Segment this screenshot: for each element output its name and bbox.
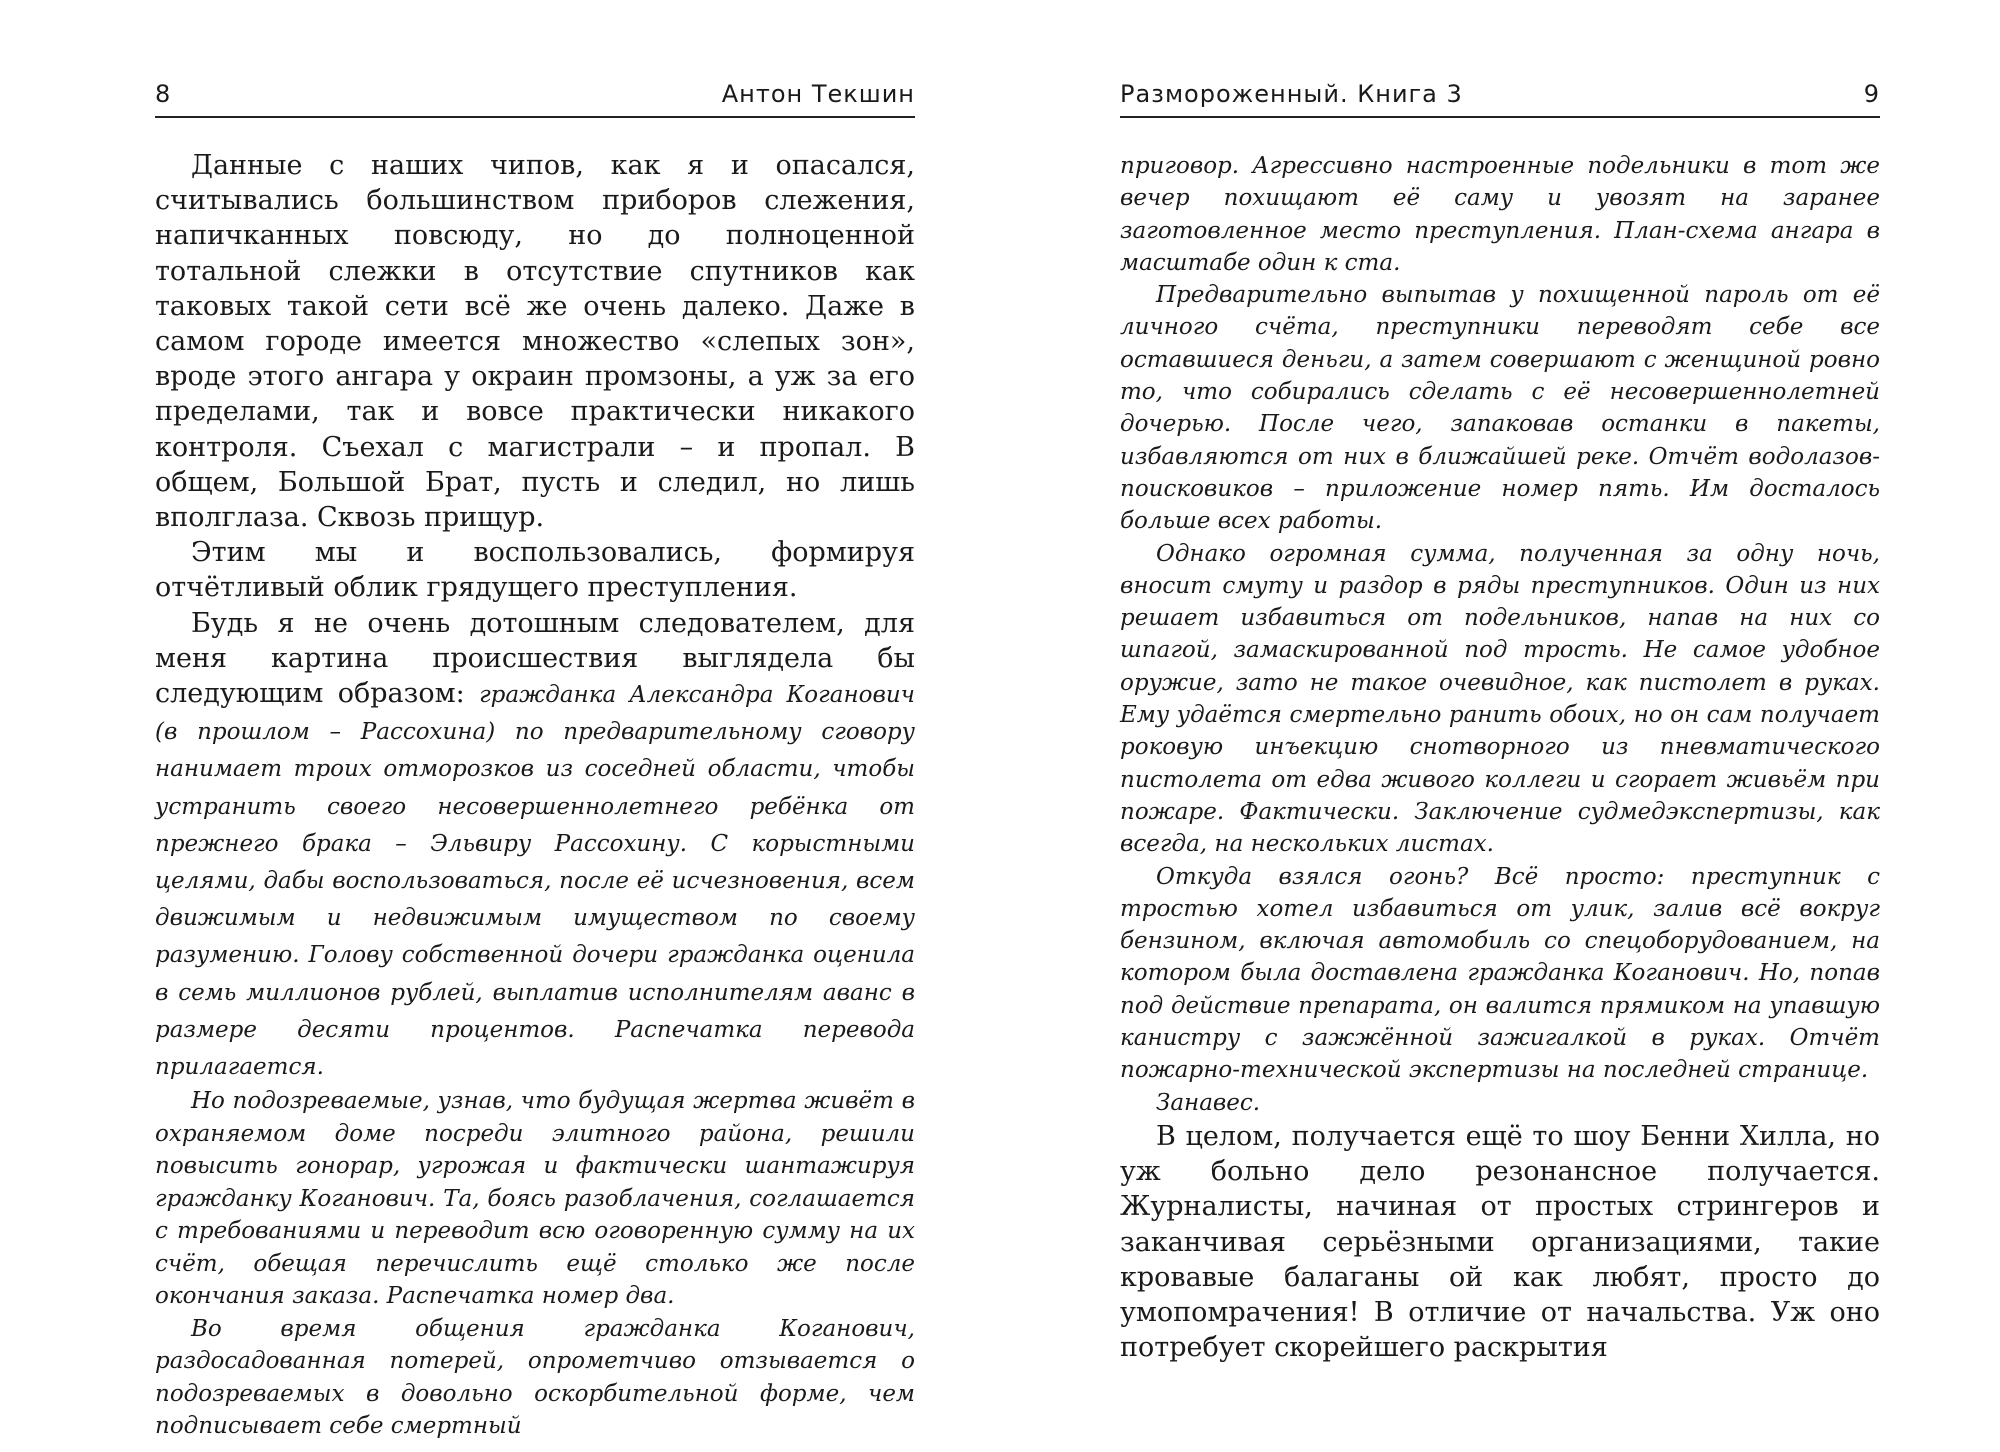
paragraph: В целом, получается ещё то шоу Бенни Хилла, но уж больно дело резонансное получается. Журналисты, начиная от простых стрингеров и заканчивая серьёзными организациями, такие кровавые балаганы ой как любят, просто до умопомрачения! В отличие от начальства. Уж оно потребует скорейшего раскрытия <box>1120 1120 1880 1364</box>
paragraph: Однако огромная сумма, полученная за одну ночь, вносит смуту и раздор в ряды преступников. Один из них решает избавиться от подельников, напав на них со шпагой, замаскированной под трость. Не самое удобное оружие, зато не такое очевидное, как пистолет в руках. Ему удаётся смертельно ранить обоих, но он сам получает роковую инъекцию снотворного из пневматического пистолета от едва живого коллеги и сгорает живьём при пожаре. Фактически. Заключение судмедэкспертизы, как всегда, на нескольких листах. <box>1120 540 1880 858</box>
paragraph: Этим мы и воспользовались, формируя отчётливый облик грядущего преступления. <box>155 537 915 604</box>
right-page <box>1120 0 1880 1452</box>
right-running-header: Размороженный. Книга 3 <box>1120 80 1463 108</box>
left-page <box>155 0 915 1452</box>
paragraph: Данные с наших чипов, как я и опасался, считывались большинством приборов слежения, напичканных повсюду, но до полноценной тотальной слежки в отсутствие спутников как таковых такой сети всё же очень далеко. Даже в самом городе имеется множество «слепых зон», вроде этого ангара у окраин промзоны, а уж за его пределами, так и вовсе практически никакого контроля. Съехал с магистрали – и пропал. В общем, Большой Брат, пусть и следил, но лишь вполглаза. Сквозь прищур. <box>155 150 915 534</box>
paragraph: Во время общения гражданка Коганович, раздосадованная потерей, опрометчиво отзывается о подозреваемых в довольно оскорбительной форме, чем подписывает себе смертный <box>155 1315 915 1440</box>
left-page-number: 8 <box>155 80 172 108</box>
paragraph-lead: Будь я не очень дотошным следователем, для меня картина происшествия выглядела бы следующим образом: <box>155 607 915 710</box>
paragraph: Предварительно выпытав у похищенной пароль от её личного счёта, преступники переводят себе все оставшиеся деньги, а затем совершают с женщиной ровно то, что собирались сделать с её несовершеннолетней дочерью. После чего, запаковав останки в пакеты, избавляются от них в ближайшей реке. Отчёт водолазов-поисковиков – приложение номер пять. Им досталось больше всех работы. <box>1120 282 1880 535</box>
left-page-body <box>155 148 915 1443</box>
left-running-header: Антон Текшин <box>721 80 915 108</box>
right-page-number: 9 <box>1863 80 1880 108</box>
paragraph: Откуда взялся огонь? Всё просто: преступник с тростью хотел избавиться от улик, залив всё вокруг бензином, включая автомобиль со спецоборудованием, на котором была доставлена гражданка Коганович. Но, попав под действие препарата, он валится прямиком на упавшую канистру с зажжённой зажигалкой в руках. Отчёт пожарно-технической экспертизы на последней странице. <box>1120 863 1880 1084</box>
paragraph: Занавес. <box>1156 1089 1261 1116</box>
right-page-body <box>1120 150 1880 1365</box>
left-page-header <box>155 72 915 118</box>
right-page-header <box>1120 72 1880 118</box>
paragraph: Но подозреваемые, узнав, что будущая жертва живёт в охраняемом доме посреди элитного района, решили повысить гонорар, угрожая и фактически шантажируя гражданку Коганович. Та, боясь разоблачения, соглашается с требованиями и переводит всю оговоренную сумму на их счёт, обещая перечислить ещё столько же после окончания заказа. Распечатка номер два. <box>155 1088 915 1310</box>
paragraph-italic-part: гражданка Александра Коганович (в прошлом – Рассохина) по предварительному сговору нанимает троих отморозков из соседней области, чтобы устранить своего несовершеннолетнего ребёнка от прежнего брака – Эльвиру Рассохину. С корыстными целями, дабы воспользоваться, после её исчезновения, всем движимым и недвижимым имуществом по своему разумению. Голову собственной дочери гражданка оценила в семь миллионов рублей, выплатив исполнителям аванс в размере десяти процентов. Распечатка перевода прилагается. <box>155 682 915 1081</box>
paragraph-mixed <box>155 606 915 1086</box>
paragraph-continued: приговор. Агрессивно настроенные подельники в тот же вечер похищают её саму и увозят на заранее заготовленное место преступления. План-схема ангара в масштабе один к ста. <box>1120 153 1880 276</box>
